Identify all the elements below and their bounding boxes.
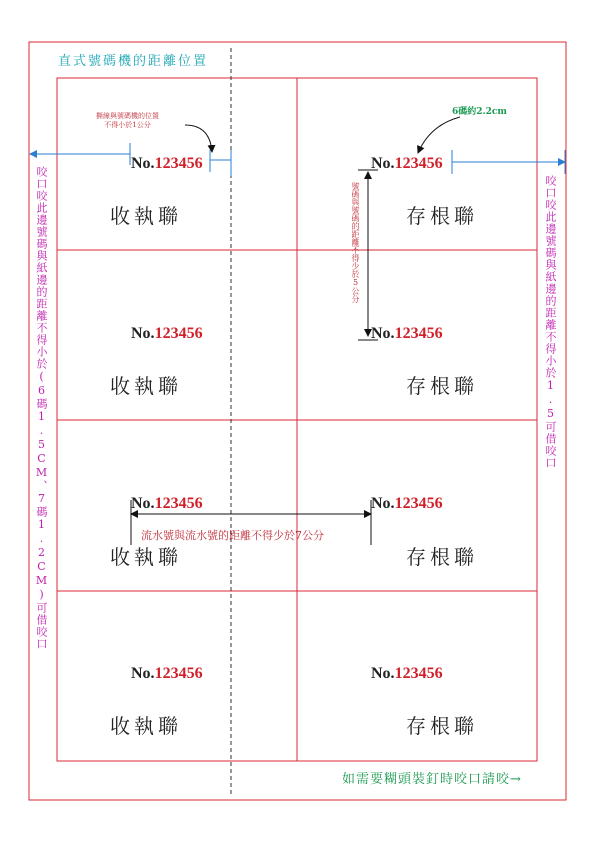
curved-arrow-left [185,125,212,152]
label-stub-2: 存根聯 [406,374,478,398]
ticket-number-left-2: No.123456 [131,325,203,342]
ticket-number-left-3: No.123456 [131,495,203,512]
ticket-number-right-2: No.123456 [371,325,443,342]
note-perforation-line-2: 不得小於1公分 [104,121,151,129]
left-margin-note: 咬口咬此邊號碼與紙邊的距離不得小於(6碼1.5CM、7碼1.2CM)可借咬口 [35,166,48,650]
note-perforation-line-1: 撕線與號碼機的位置 [96,112,159,120]
label-receipt-3: 收執聯 [110,545,182,569]
ticket-number-right-1: No.123456 [371,155,443,172]
label-receipt-1: 收執聯 [110,204,182,228]
note-perforation-distance [96,112,159,130]
label-stub-3: 存根聯 [406,545,478,569]
ticket-number-left-1: No.123456 [131,155,203,172]
note-horizontal-distance: 流水號與流水號的距離不得少於7公分 [141,529,324,542]
curved-arrow-right [418,117,460,153]
bottom-binding-note: 如需要糊頭裝釘時咬口請咬→ [342,772,522,787]
right-margin-note: 咬口咬此邊號碼與紙邊的距離不得小於1.5可借咬口 [544,175,557,469]
label-receipt-2: 收執聯 [110,374,182,398]
label-receipt-4: 收執聯 [110,714,182,738]
label-stub-4: 存根聯 [406,714,478,738]
ticket-number-left-4: No.123456 [131,665,203,682]
page-title: 直式號碼機的距離位置 [58,54,209,69]
ticket-number-right-4: No.123456 [371,665,443,682]
ticket-number-right-3: No.123456 [371,495,443,512]
note-six-digit-width: 6碼約2.2cm [452,107,507,117]
label-stub-1: 存根聯 [406,204,478,228]
note-vertical-distance: 號碼與號碼的距離不得少於5公分 [351,182,360,303]
